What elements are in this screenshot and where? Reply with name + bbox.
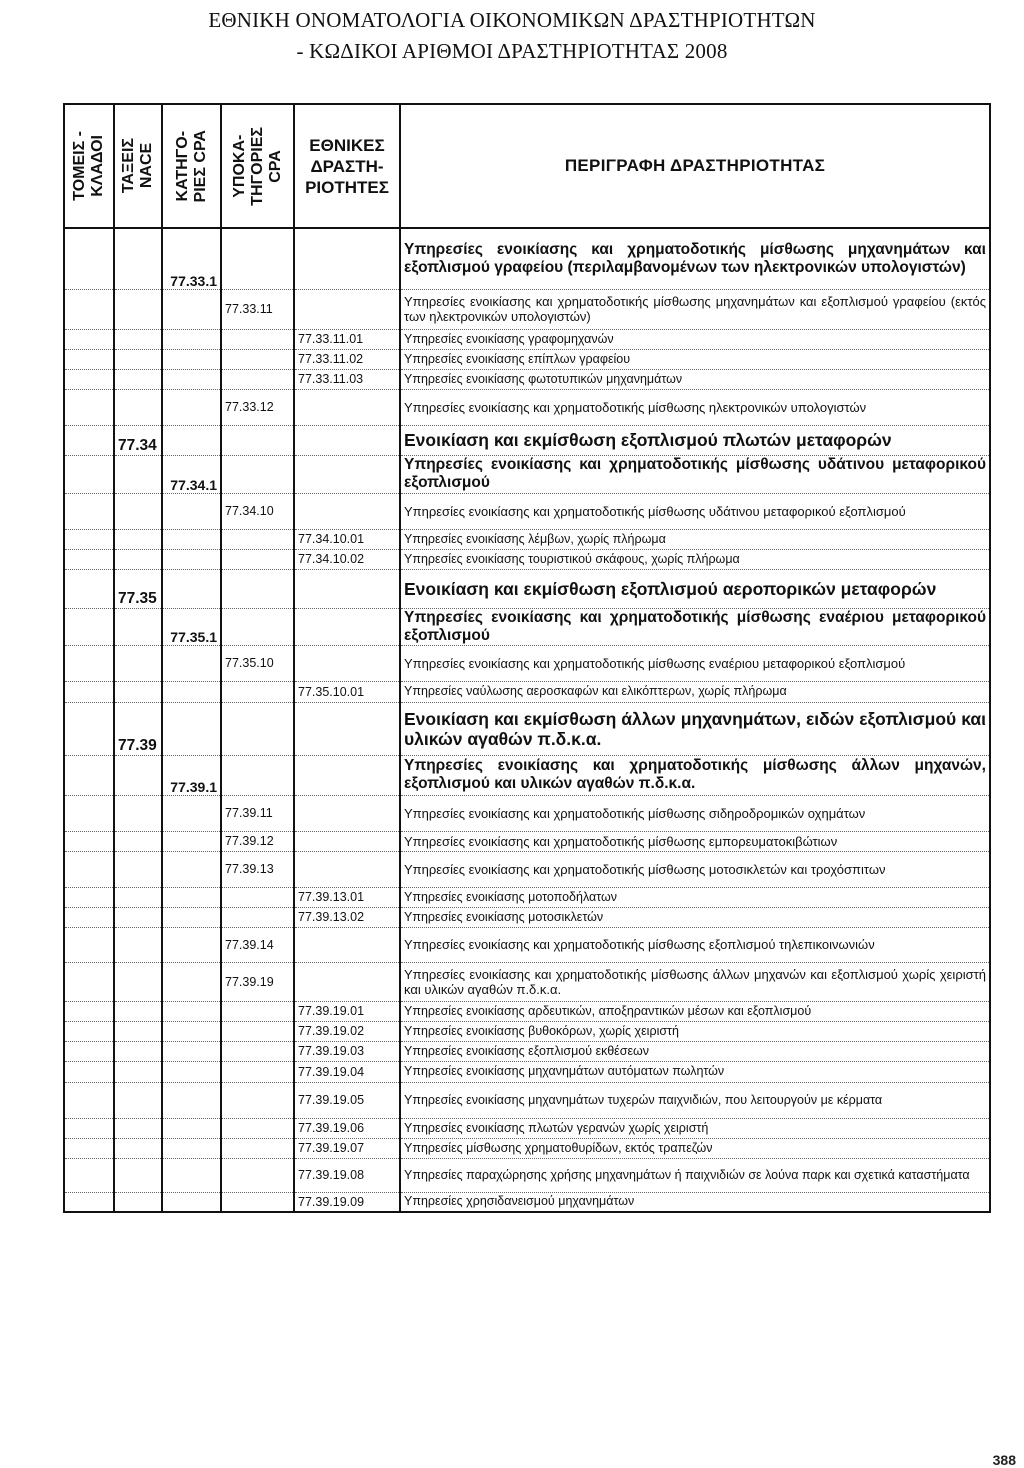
activity-description-cell: Υπηρεσίες ενοικίασης τουριστικού σκάφους, χωρίς πλήρωμα (400, 549, 990, 569)
activity-description-cell: Υπηρεσίες ενοικίασης και χρηματοδοτικής μίσθωσης μηχανημάτων και εξοπλισμού γραφείου (περιλαμβανομένων των ηλεκτρονικών υπολογιστών) (400, 228, 990, 289)
sector-code-cell (64, 493, 114, 529)
national-activity-cell: 77.33.11.03 (294, 369, 400, 389)
activity-description-cell: Ενοικίαση και εκμίσθωση εξοπλισμού αεροπορικών μεταφορών (400, 569, 990, 608)
nace-class-cell (114, 831, 162, 851)
cpa-subcategory-cell: 77.39.14 (221, 927, 294, 962)
activity-description-cell: Υπηρεσίες ενοικίασης επίπλων γραφείου (400, 349, 990, 369)
activity-description-cell: Υπηρεσίες ενοικίασης και χρηματοδοτικής μίσθωσης εναέριου μεταφορικού εξοπλισμού (400, 608, 990, 645)
activity-description-cell: Υπηρεσίες χρησιδανεισμού μηχανημάτων (400, 1192, 990, 1212)
table-row (64, 1118, 990, 1138)
activity-description-cell: Υπηρεσίες ενοικίασης μηχανημάτων τυχερών παιχνιδιών, που λειτουργούν με κέρματα (400, 1082, 990, 1118)
national-activity-cell (294, 608, 400, 645)
sector-code-cell (64, 549, 114, 569)
cpa-category-cell: 77.39.1 (162, 755, 221, 795)
sector-code-cell (64, 645, 114, 681)
activity-description-cell: Υπηρεσίες ενοικίασης και χρηματοδοτικής μίσθωσης εξοπλισμού τηλεπικοινωνιών (400, 927, 990, 962)
cpa-category-cell (162, 329, 221, 349)
nace-class-cell (114, 1061, 162, 1082)
national-activity-cell (294, 795, 400, 831)
cpa-category-cell (162, 529, 221, 549)
table-header-row (64, 104, 990, 228)
nace-class-cell (114, 1158, 162, 1192)
national-activity-cell: 77.39.13.02 (294, 907, 400, 927)
sector-code-cell (64, 228, 114, 289)
cpa-subcategory-cell (221, 1158, 294, 1192)
sector-code-cell (64, 1082, 114, 1118)
activity-description-cell: Υπηρεσίες ναύλωσης αεροσκαφών και ελικόπτερων, χωρίς πλήρωμα (400, 681, 990, 702)
document-subtitle: - ΚΩΔΙΚΟΙ ΑΡΙΘΜΟΙ ΔΡΑΣΤΗΡΙΟΤΗΤΑΣ 2008 (296, 39, 728, 63)
nace-class-cell (114, 1118, 162, 1138)
activity-codes-table (63, 103, 991, 1213)
table-row (64, 962, 990, 1001)
nace-class-cell (114, 608, 162, 645)
cpa-subcategory-cell (221, 455, 294, 493)
national-activity-cell: 77.39.19.06 (294, 1118, 400, 1138)
table-row (64, 851, 990, 887)
cpa-category-cell (162, 369, 221, 389)
table-row (64, 1061, 990, 1082)
header-sectors-divisions: ΤΟΜΕΙΣ - ΚΛΑΔΟΙ (64, 104, 114, 228)
table-row (64, 529, 990, 549)
cpa-subcategory-cell: 77.34.10 (221, 493, 294, 529)
sector-code-cell (64, 1001, 114, 1021)
sector-code-cell (64, 962, 114, 1001)
table-row (64, 329, 990, 349)
national-activity-cell: 77.39.19.08 (294, 1158, 400, 1192)
cpa-subcategory-cell (221, 1061, 294, 1082)
activity-description-cell: Υπηρεσίες ενοικίασης και χρηματοδοτικής μίσθωσης εμπορευματοκιβώτιων (400, 831, 990, 851)
cpa-subcategory-cell (221, 1082, 294, 1118)
nace-class-cell (114, 369, 162, 389)
table-row (64, 549, 990, 569)
table-row (64, 681, 990, 702)
activity-description-cell: Υπηρεσίες ενοικίασης μοτοσικλετών (400, 907, 990, 927)
national-activity-cell: 77.39.19.09 (294, 1192, 400, 1212)
table-row (64, 1158, 990, 1192)
cpa-category-cell (162, 927, 221, 962)
cpa-category-cell (162, 907, 221, 927)
cpa-category-cell (162, 389, 221, 425)
national-activity-cell (294, 702, 400, 755)
cpa-category-cell (162, 1001, 221, 1021)
nace-class-cell: 77.39 (114, 702, 162, 755)
national-activity-cell (294, 228, 400, 289)
sector-code-cell (64, 569, 114, 608)
cpa-category-cell (162, 851, 221, 887)
nace-class-cell (114, 455, 162, 493)
nace-class-cell (114, 1001, 162, 1021)
cpa-category-cell (162, 1061, 221, 1082)
cpa-category-cell (162, 289, 221, 329)
national-activity-cell (294, 389, 400, 425)
cpa-subcategory-cell (221, 549, 294, 569)
nace-class-cell (114, 681, 162, 702)
activity-description-cell: Υπηρεσίες ενοικίασης και χρηματοδοτικής μίσθωσης άλλων μηχανών και εξοπλισμού χωρίς χειριστή και υλικών αγαθών π.δ.κ.α. (400, 962, 990, 1001)
national-activity-cell: 77.39.19.01 (294, 1001, 400, 1021)
table-row (64, 349, 990, 369)
cpa-subcategory-cell (221, 1192, 294, 1212)
activity-description-cell: Υπηρεσίες ενοικίασης και χρηματοδοτικής μίσθωσης μοτοσικλετών και τροχόσπιτων (400, 851, 990, 887)
nace-class-cell (114, 529, 162, 549)
sector-code-cell (64, 795, 114, 831)
cpa-subcategory-cell: 77.39.19 (221, 962, 294, 1001)
activity-description-cell: Υπηρεσίες ενοικίασης βυθοκόρων, χωρίς χειριστή (400, 1021, 990, 1041)
cpa-category-cell (162, 1041, 221, 1061)
cpa-category-cell (162, 1021, 221, 1041)
header-nace-classes: ΤΑΞΕΙΣ NACE (114, 104, 162, 228)
nace-class-cell (114, 851, 162, 887)
cpa-subcategory-cell: 77.33.11 (221, 289, 294, 329)
cpa-subcategory-cell: 77.35.10 (221, 645, 294, 681)
nace-class-cell: 77.34 (114, 425, 162, 455)
national-activity-cell (294, 569, 400, 608)
nace-class-cell (114, 349, 162, 369)
national-activity-cell: 77.33.11.01 (294, 329, 400, 349)
national-activity-cell (294, 962, 400, 1001)
nace-class-cell: 77.35 (114, 569, 162, 608)
nace-class-cell (114, 549, 162, 569)
activity-description-cell: Υπηρεσίες μίσθωσης χρηματοθυρίδων, εκτός τραπεζών (400, 1138, 990, 1158)
national-activity-cell: 77.33.11.02 (294, 349, 400, 369)
nace-class-cell (114, 389, 162, 425)
activity-description-cell: Υπηρεσίες ενοικίασης φωτοτυπικών μηχανημάτων (400, 369, 990, 389)
table-row (64, 907, 990, 927)
cpa-category-cell (162, 1138, 221, 1158)
national-activity-cell: 77.39.19.05 (294, 1082, 400, 1118)
cpa-subcategory-cell (221, 887, 294, 907)
national-activity-cell: 77.39.13.01 (294, 887, 400, 907)
activity-description-cell: Υπηρεσίες ενοικίασης εξοπλισμού εκθέσεων (400, 1041, 990, 1061)
nace-class-cell (114, 795, 162, 831)
cpa-subcategory-cell (221, 569, 294, 608)
nace-class-cell (114, 755, 162, 795)
sector-code-cell (64, 1192, 114, 1212)
cpa-category-cell (162, 702, 221, 755)
cpa-category-cell (162, 962, 221, 1001)
cpa-subcategory-cell (221, 1001, 294, 1021)
cpa-category-cell (162, 349, 221, 369)
cpa-subcategory-cell: 77.39.12 (221, 831, 294, 851)
cpa-subcategory-cell (221, 1118, 294, 1138)
national-activity-cell: 77.39.19.02 (294, 1021, 400, 1041)
table-row (64, 569, 990, 608)
activity-description-cell: Υπηρεσίες ενοικίασης και χρηματοδοτικής μίσθωσης υδάτινου μεταφορικού εξοπλισμού (400, 455, 990, 493)
document-title: ΕΘΝΙΚΗ ΟΝΟΜΑΤΟΛΟΓΙΑ ΟΙΚΟΝΟΜΙΚΩΝ ΔΡΑΣΤΗΡΙΟΤΗΤΩΝ (208, 8, 816, 32)
nace-class-cell (114, 329, 162, 349)
national-activity-cell: 77.34.10.02 (294, 549, 400, 569)
cpa-category-cell (162, 645, 221, 681)
cpa-subcategory-cell: 77.39.13 (221, 851, 294, 887)
national-activity-cell (294, 645, 400, 681)
activity-description-cell: Υπηρεσίες ενοικίασης γραφομηχανών (400, 329, 990, 349)
cpa-category-cell: 77.33.1 (162, 228, 221, 289)
activity-description-cell: Υπηρεσίες ενοικίασης και χρηματοδοτικής μίσθωσης ηλεκτρονικών υπολογιστών (400, 389, 990, 425)
cpa-category-cell (162, 1158, 221, 1192)
table-row (64, 455, 990, 493)
sector-code-cell (64, 329, 114, 349)
table-row (64, 795, 990, 831)
national-activity-cell (294, 289, 400, 329)
activity-description-cell: Υπηρεσίες ενοικίασης μοτοποδήλατων (400, 887, 990, 907)
sector-code-cell (64, 681, 114, 702)
cpa-category-cell (162, 1082, 221, 1118)
national-activity-cell (294, 425, 400, 455)
activity-description-cell: Υπηρεσίες ενοικίασης και χρηματοδοτικής μίσθωσης σιδηροδρομικών οχημάτων (400, 795, 990, 831)
table-row (64, 1082, 990, 1118)
table-row (64, 1041, 990, 1061)
table-row (64, 1001, 990, 1021)
sector-code-cell (64, 425, 114, 455)
activity-description-cell: Υπηρεσίες ενοικίασης λέμβων, χωρίς πλήρωμα (400, 529, 990, 549)
cpa-category-cell: 77.35.1 (162, 608, 221, 645)
sector-code-cell (64, 1021, 114, 1041)
cpa-subcategory-cell: 77.33.12 (221, 389, 294, 425)
nace-class-cell (114, 1041, 162, 1061)
nace-class-cell (114, 927, 162, 962)
activity-description-cell: Υπηρεσίες ενοικίασης και χρηματοδοτικής μίσθωσης εναέριου μεταφορικού εξοπλισμού (400, 645, 990, 681)
cpa-subcategory-cell (221, 529, 294, 549)
activity-description-cell: Υπηρεσίες ενοικίασης και χρηματοδοτικής μίσθωσης υδάτινου μεταφορικού εξοπλισμού (400, 493, 990, 529)
cpa-subcategory-cell (221, 1021, 294, 1041)
cpa-subcategory-cell (221, 702, 294, 755)
nace-class-cell (114, 907, 162, 927)
table-row (64, 831, 990, 851)
table-row (64, 755, 990, 795)
national-activity-cell (294, 755, 400, 795)
cpa-subcategory-cell (221, 228, 294, 289)
national-activity-cell (294, 927, 400, 962)
cpa-subcategory-cell (221, 329, 294, 349)
sector-code-cell (64, 1061, 114, 1082)
sector-code-cell (64, 907, 114, 927)
table-row (64, 1138, 990, 1158)
nace-class-cell (114, 1138, 162, 1158)
sector-code-cell (64, 1138, 114, 1158)
header-cpa-categories: ΚΑΤΗΓΟ- ΡΙΕΣ CPA (162, 104, 221, 228)
cpa-subcategory-cell (221, 349, 294, 369)
sector-code-cell (64, 289, 114, 329)
nace-class-cell (114, 887, 162, 907)
table-row (64, 1021, 990, 1041)
national-activity-cell: 77.34.10.01 (294, 529, 400, 549)
activity-description-cell: Υπηρεσίες ενοικίασης πλωτών γερανών χωρίς χειριστή (400, 1118, 990, 1138)
cpa-category-cell (162, 887, 221, 907)
nace-class-cell (114, 962, 162, 1001)
national-activity-cell (294, 831, 400, 851)
table-row (64, 645, 990, 681)
activity-description-cell: Υπηρεσίες παραχώρησης χρήσης μηχανημάτων ή παιχνιδιών σε λούνα παρκ και σχετικά καταστήματα (400, 1158, 990, 1192)
activity-description-cell: Υπηρεσίες ενοικίασης αρδευτικών, αποξηραντικών μέσων και εξοπλισμού (400, 1001, 990, 1021)
sector-code-cell (64, 389, 114, 425)
cpa-subcategory-cell (221, 608, 294, 645)
cpa-category-cell (162, 795, 221, 831)
sector-code-cell (64, 831, 114, 851)
sector-code-cell (64, 349, 114, 369)
cpa-category-cell (162, 681, 221, 702)
cpa-subcategory-cell (221, 1041, 294, 1061)
nace-class-cell (114, 1192, 162, 1212)
table-row (64, 369, 990, 389)
sector-code-cell (64, 851, 114, 887)
national-activity-cell: 77.35.10.01 (294, 681, 400, 702)
national-activity-cell (294, 851, 400, 887)
table-row (64, 389, 990, 425)
cpa-subcategory-cell: 77.39.11 (221, 795, 294, 831)
sector-code-cell (64, 887, 114, 907)
header-national-activities: ΕΘΝΙΚΕΣ ΔΡΑΣΤΗ- ΡΙΟΤΗΤΕΣ (294, 104, 400, 228)
table-row (64, 1192, 990, 1212)
cpa-category-cell: 77.34.1 (162, 455, 221, 493)
nace-class-cell (114, 228, 162, 289)
nace-class-cell (114, 1021, 162, 1041)
table-row (64, 608, 990, 645)
cpa-subcategory-cell (221, 907, 294, 927)
activity-description-cell: Υπηρεσίες ενοικίασης μηχανημάτων αυτόματων πωλητών (400, 1061, 990, 1082)
cpa-category-cell (162, 1192, 221, 1212)
table-row (64, 425, 990, 455)
page-number-fragment: 388 (992, 1452, 1016, 1468)
sector-code-cell (64, 1118, 114, 1138)
sector-code-cell (64, 702, 114, 755)
cpa-category-cell (162, 1118, 221, 1138)
sector-code-cell (64, 529, 114, 549)
sector-code-cell (64, 1158, 114, 1192)
table-row (64, 228, 990, 289)
cpa-category-cell (162, 831, 221, 851)
table-row (64, 887, 990, 907)
nace-class-cell (114, 645, 162, 681)
cpa-subcategory-cell (221, 425, 294, 455)
table-row (64, 927, 990, 962)
national-activity-cell: 77.39.19.04 (294, 1061, 400, 1082)
sector-code-cell (64, 608, 114, 645)
nace-class-cell (114, 289, 162, 329)
cpa-subcategory-cell (221, 1138, 294, 1158)
sector-code-cell (64, 1041, 114, 1061)
header-activity-description: ΠΕΡΙΓΡΑΦΗ ΔΡΑΣΤΗΡΙΟΤΗΤΑΣ (400, 104, 990, 228)
sector-code-cell (64, 755, 114, 795)
sector-code-cell (64, 369, 114, 389)
activity-description-cell: Ενοικίαση και εκμίσθωση εξοπλισμού πλωτών μεταφορών (400, 425, 990, 455)
national-activity-cell (294, 455, 400, 493)
cpa-subcategory-cell (221, 369, 294, 389)
table-row (64, 493, 990, 529)
table-row (64, 289, 990, 329)
national-activity-cell (294, 493, 400, 529)
cpa-category-cell (162, 493, 221, 529)
sector-code-cell (64, 927, 114, 962)
national-activity-cell: 77.39.19.03 (294, 1041, 400, 1061)
cpa-category-cell (162, 549, 221, 569)
activity-description-cell: Υπηρεσίες ενοικίασης και χρηματοδοτικής μίσθωσης μηχανημάτων και εξοπλισμού γραφείου (εκτός των ηλεκτρονικών υπολογιστών) (400, 289, 990, 329)
header-cpa-subcategories: ΥΠΟΚΑ- ΤΗΓΟΡΙΕΣ CPA (221, 104, 294, 228)
activity-description-cell: Υπηρεσίες ενοικίασης και χρηματοδοτικής μίσθωσης άλλων μηχανών, εξοπλισμού και υλικών αγαθών π.δ.κ.α. (400, 755, 990, 795)
table-row (64, 702, 990, 755)
sector-code-cell (64, 455, 114, 493)
nace-class-cell (114, 1082, 162, 1118)
activity-description-cell: Ενοικίαση και εκμίσθωση άλλων μηχανημάτων, ειδών εξοπλισμού και υλικών αγαθών π.δ.κ.α. (400, 702, 990, 755)
cpa-category-cell (162, 425, 221, 455)
nace-class-cell (114, 493, 162, 529)
cpa-subcategory-cell (221, 681, 294, 702)
cpa-category-cell (162, 569, 221, 608)
cpa-subcategory-cell (221, 755, 294, 795)
national-activity-cell: 77.39.19.07 (294, 1138, 400, 1158)
